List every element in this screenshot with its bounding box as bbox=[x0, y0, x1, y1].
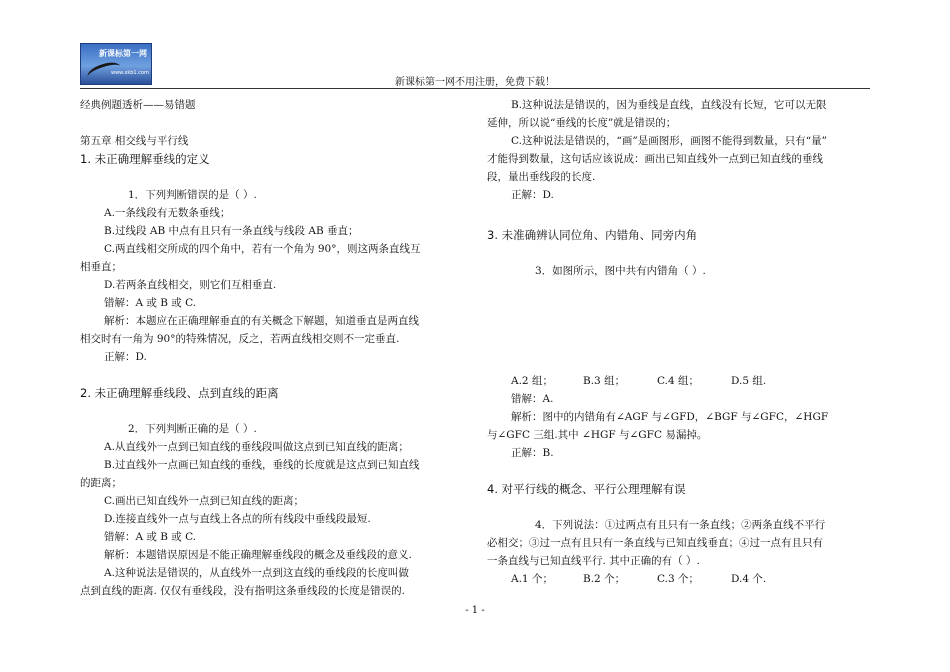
q1-right-answer: 正解：D. bbox=[104, 351, 147, 363]
q3-right-answer: 正解：B. bbox=[511, 447, 554, 459]
right-column bbox=[487, 96, 872, 588]
q3-options bbox=[487, 372, 872, 390]
q2-option-b-cont: 的距离； bbox=[80, 477, 122, 489]
left-column bbox=[80, 96, 465, 600]
logo-url: www.xkb1.com bbox=[111, 70, 149, 76]
q1-explanation-cont: 相交时有一角为 90°的特殊情况，反之，若两直线相交则不一定垂直. bbox=[80, 333, 400, 345]
q1-explanation: 解析：本题应在正确理解垂直的有关概念下解题，知道垂直是两直线 bbox=[104, 315, 419, 327]
question-1: 1．下列判断错误的是（ ）. bbox=[128, 189, 257, 201]
section-1-heading: 1. 未正确理解垂线的定义 bbox=[80, 152, 210, 166]
q1-option-c-cont: 相垂直； bbox=[80, 261, 122, 273]
q3-option-c: C.4 组； bbox=[657, 375, 700, 387]
q1-option-b: B.过线段 AB 中点有且只有一条直线与线段 AB 垂直； bbox=[104, 225, 359, 237]
q3-option-a: A.2 组； bbox=[511, 375, 553, 387]
q1-option-d: D.若两条直线相交，则它们互相垂直. bbox=[104, 279, 277, 291]
question-4-cont1: 必相交；③过一点有且只有一条直线与已知直线垂直；④过一点有且只有 bbox=[487, 537, 823, 549]
q3-explanation-cont: 与∠GFC 三组.其中 ∠HGF 与∠GFC 易漏掉。 bbox=[487, 429, 708, 441]
q2-option-c: C.画出已知直线外一点到已知直线的距离； bbox=[104, 495, 304, 507]
q2-explanation: 解析：本题错误原因是不能正确理解垂线段的概念及垂线段的意义. bbox=[104, 549, 412, 561]
section-3-heading: 3. 未准确辨认同位角、内错角、同旁内角 bbox=[487, 228, 698, 242]
chapter-title: 第五章 相交线与平行线 bbox=[80, 135, 189, 147]
header-note: 新课标第一网不用注册，免费下载！ bbox=[395, 77, 555, 88]
q2-option-b: B.过直线外一点画已知直线的垂线，垂线的长度就是这点到已知直线 bbox=[104, 459, 420, 471]
question-4: 4．下列说法：①过两点有且只有一条直线；②两条直线不平行 bbox=[535, 519, 826, 531]
section-2-heading: 2. 未正确理解垂线段、点到直线的距离 bbox=[80, 386, 279, 400]
page-number: - 1 - bbox=[465, 605, 485, 616]
q4-option-b: B.2 个； bbox=[583, 573, 626, 585]
question-4-cont2: 一条直线与已知直线平行. 其中正确的有（ ）. bbox=[487, 555, 700, 567]
question-2: 2．下列判断正确的是（ ）. bbox=[128, 423, 257, 435]
q2-analysis-c-cont2: 段，量出垂线段的长度. bbox=[487, 171, 596, 183]
q4-option-d: D.4 个. bbox=[731, 573, 767, 585]
q3-option-d: D.5 组. bbox=[731, 375, 767, 387]
q2-option-d: D.连接直线外一点与直线上各点的所有线段中垂线段最短. bbox=[104, 513, 371, 525]
q4-options bbox=[487, 570, 872, 588]
q2-option-a: A.从直线外一点到已知直线的垂线段叫做这点到已知直线的距离； bbox=[104, 441, 409, 453]
q1-wrong-answer: 错解：A 或 B 或 C. bbox=[104, 297, 197, 309]
doc-title: 经典例题透析——易错题 bbox=[80, 99, 196, 111]
q3-explanation: 解析：图中的内错角有∠AGF 与∠GFD，∠BGF 与∠GFC，∠HGF bbox=[511, 411, 829, 423]
figure-area bbox=[487, 280, 872, 372]
q2-analysis-a: A.这种说法是错误的，从直线外一点到这直线的垂线段的长度叫做 bbox=[104, 567, 409, 579]
q1-option-a: A.一条线段有无数条垂线； bbox=[104, 207, 231, 219]
q2-right-answer: 正解：D. bbox=[511, 189, 554, 201]
q2-analysis-a-cont: 点到直线的距离. 仅仅有垂线段，没有指明这条垂线段的长度是错误的. bbox=[80, 585, 406, 597]
q4-option-a: A.1 个； bbox=[511, 573, 553, 585]
q2-wrong-answer: 错解：A 或 B 或 C. bbox=[104, 531, 197, 543]
q2-analysis-c: C.这种说法是错误的，“画”是画图形，画图不能得到数量，只有“量” bbox=[511, 135, 827, 147]
question-3: 3．如图所示，图中共有内错角（ ）. bbox=[535, 265, 706, 277]
q3-option-b: B.3 组； bbox=[583, 375, 626, 387]
header-rule bbox=[80, 88, 870, 89]
logo-text: 新课标第一网 bbox=[99, 49, 147, 58]
q3-wrong-answer: 错解：A. bbox=[511, 393, 554, 405]
q1-option-c: C.两直线相交所成的四个角中，若有一个角为 90°，则这两条直线互 bbox=[104, 243, 421, 255]
section-4-heading: 4. 对平行线的概念、平行公理理解有误 bbox=[487, 482, 686, 496]
q4-option-c: C.3 个； bbox=[657, 573, 700, 585]
q2-analysis-b: B.这种说法是错误的，因为垂线是直线，直线没有长短，它可以无限 bbox=[511, 99, 827, 111]
q2-analysis-b-cont: 延伸，所以说“垂线的长度”就是错误的； bbox=[487, 117, 677, 129]
q2-analysis-c-cont1: 才能得到数量，这句话应该说成：画出已知直线外一点到已知直线的垂线 bbox=[487, 153, 823, 165]
